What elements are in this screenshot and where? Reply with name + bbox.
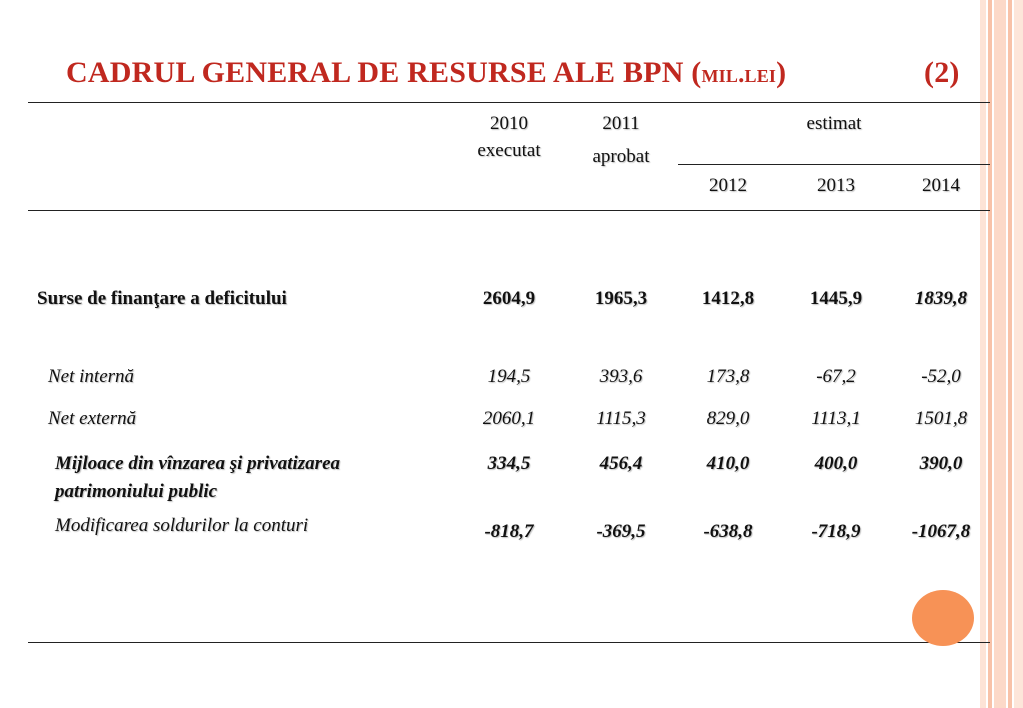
header-estimat: estimat xyxy=(806,113,862,134)
table-cell: -1067,8 xyxy=(911,521,971,542)
table-cell: 1965,3 xyxy=(594,288,648,309)
table-cell: 2604,9 xyxy=(482,288,536,309)
header-year-2014: 2014 xyxy=(922,175,960,196)
slide-title xyxy=(66,56,966,90)
table-cell: 390,0 xyxy=(919,453,963,474)
header-bottom-rule xyxy=(28,210,990,211)
row-label-modificarea: Modificarea soldurilor la conturi xyxy=(55,515,309,536)
table-cell: 400,0 xyxy=(814,453,858,474)
table-cell: 829,0 xyxy=(706,408,750,429)
header-2011-label: aprobat xyxy=(592,146,650,167)
table-cell: 410,0 xyxy=(706,453,750,474)
header-year-2013: 2013 xyxy=(817,175,855,196)
table-cell: 1412,8 xyxy=(701,288,755,309)
table-cell: 1839,8 xyxy=(914,288,968,309)
table-cell: 2060,1 xyxy=(482,408,536,429)
header-2011-year: 2011 xyxy=(602,113,640,134)
stripe xyxy=(1008,0,1012,708)
table-cell: -67,2 xyxy=(816,366,856,387)
header-2010-year: 2010 xyxy=(490,113,528,134)
title-close: ) xyxy=(776,56,787,89)
stripe xyxy=(994,0,1006,708)
table-cell: -638,8 xyxy=(703,521,753,542)
header-2010-label: executat xyxy=(477,140,541,161)
table-top-rule xyxy=(28,102,990,103)
title-main: CADRUL GENERAL DE RESURSE ALE BPN ( xyxy=(66,56,702,89)
header-year-2012: 2012 xyxy=(709,175,747,196)
table-cell: -369,5 xyxy=(596,521,646,542)
table-cell: 173,8 xyxy=(706,366,750,387)
stripe xyxy=(980,0,986,708)
table-cell: 194,5 xyxy=(487,366,531,387)
stripe xyxy=(988,0,992,708)
table-cell: -52,0 xyxy=(921,366,961,387)
row-label-mijloace-line2: patrimoniului public xyxy=(55,481,218,502)
table-cell: 1445,9 xyxy=(809,288,863,309)
row-label-surse: Surse de finanţare a deficitului xyxy=(37,288,287,309)
title-unit: mil.lei xyxy=(701,61,777,88)
row-label-net-externa: Net externă xyxy=(48,408,137,429)
table-bottom-rule xyxy=(28,642,990,643)
stripe xyxy=(1014,0,1023,708)
table-cell: -718,9 xyxy=(811,521,861,542)
table-cell: 456,4 xyxy=(599,453,643,474)
table-cell: -818,7 xyxy=(484,521,534,542)
table-cell: 393,6 xyxy=(599,366,643,387)
row-label-mijloace-line1: Mijloace din vînzarea şi privatizarea xyxy=(55,453,340,474)
table-cell: 334,5 xyxy=(487,453,531,474)
row-label-net-interna: Net internă xyxy=(48,366,135,387)
decorative-circle xyxy=(912,590,974,646)
table-cell: 1115,3 xyxy=(596,408,646,429)
slide-number: (2) xyxy=(924,56,960,89)
table-cell: 1113,1 xyxy=(811,408,861,429)
table-cell: 1501,8 xyxy=(914,408,968,429)
estimat-rule xyxy=(678,164,990,165)
decorative-stripes xyxy=(980,0,1023,708)
